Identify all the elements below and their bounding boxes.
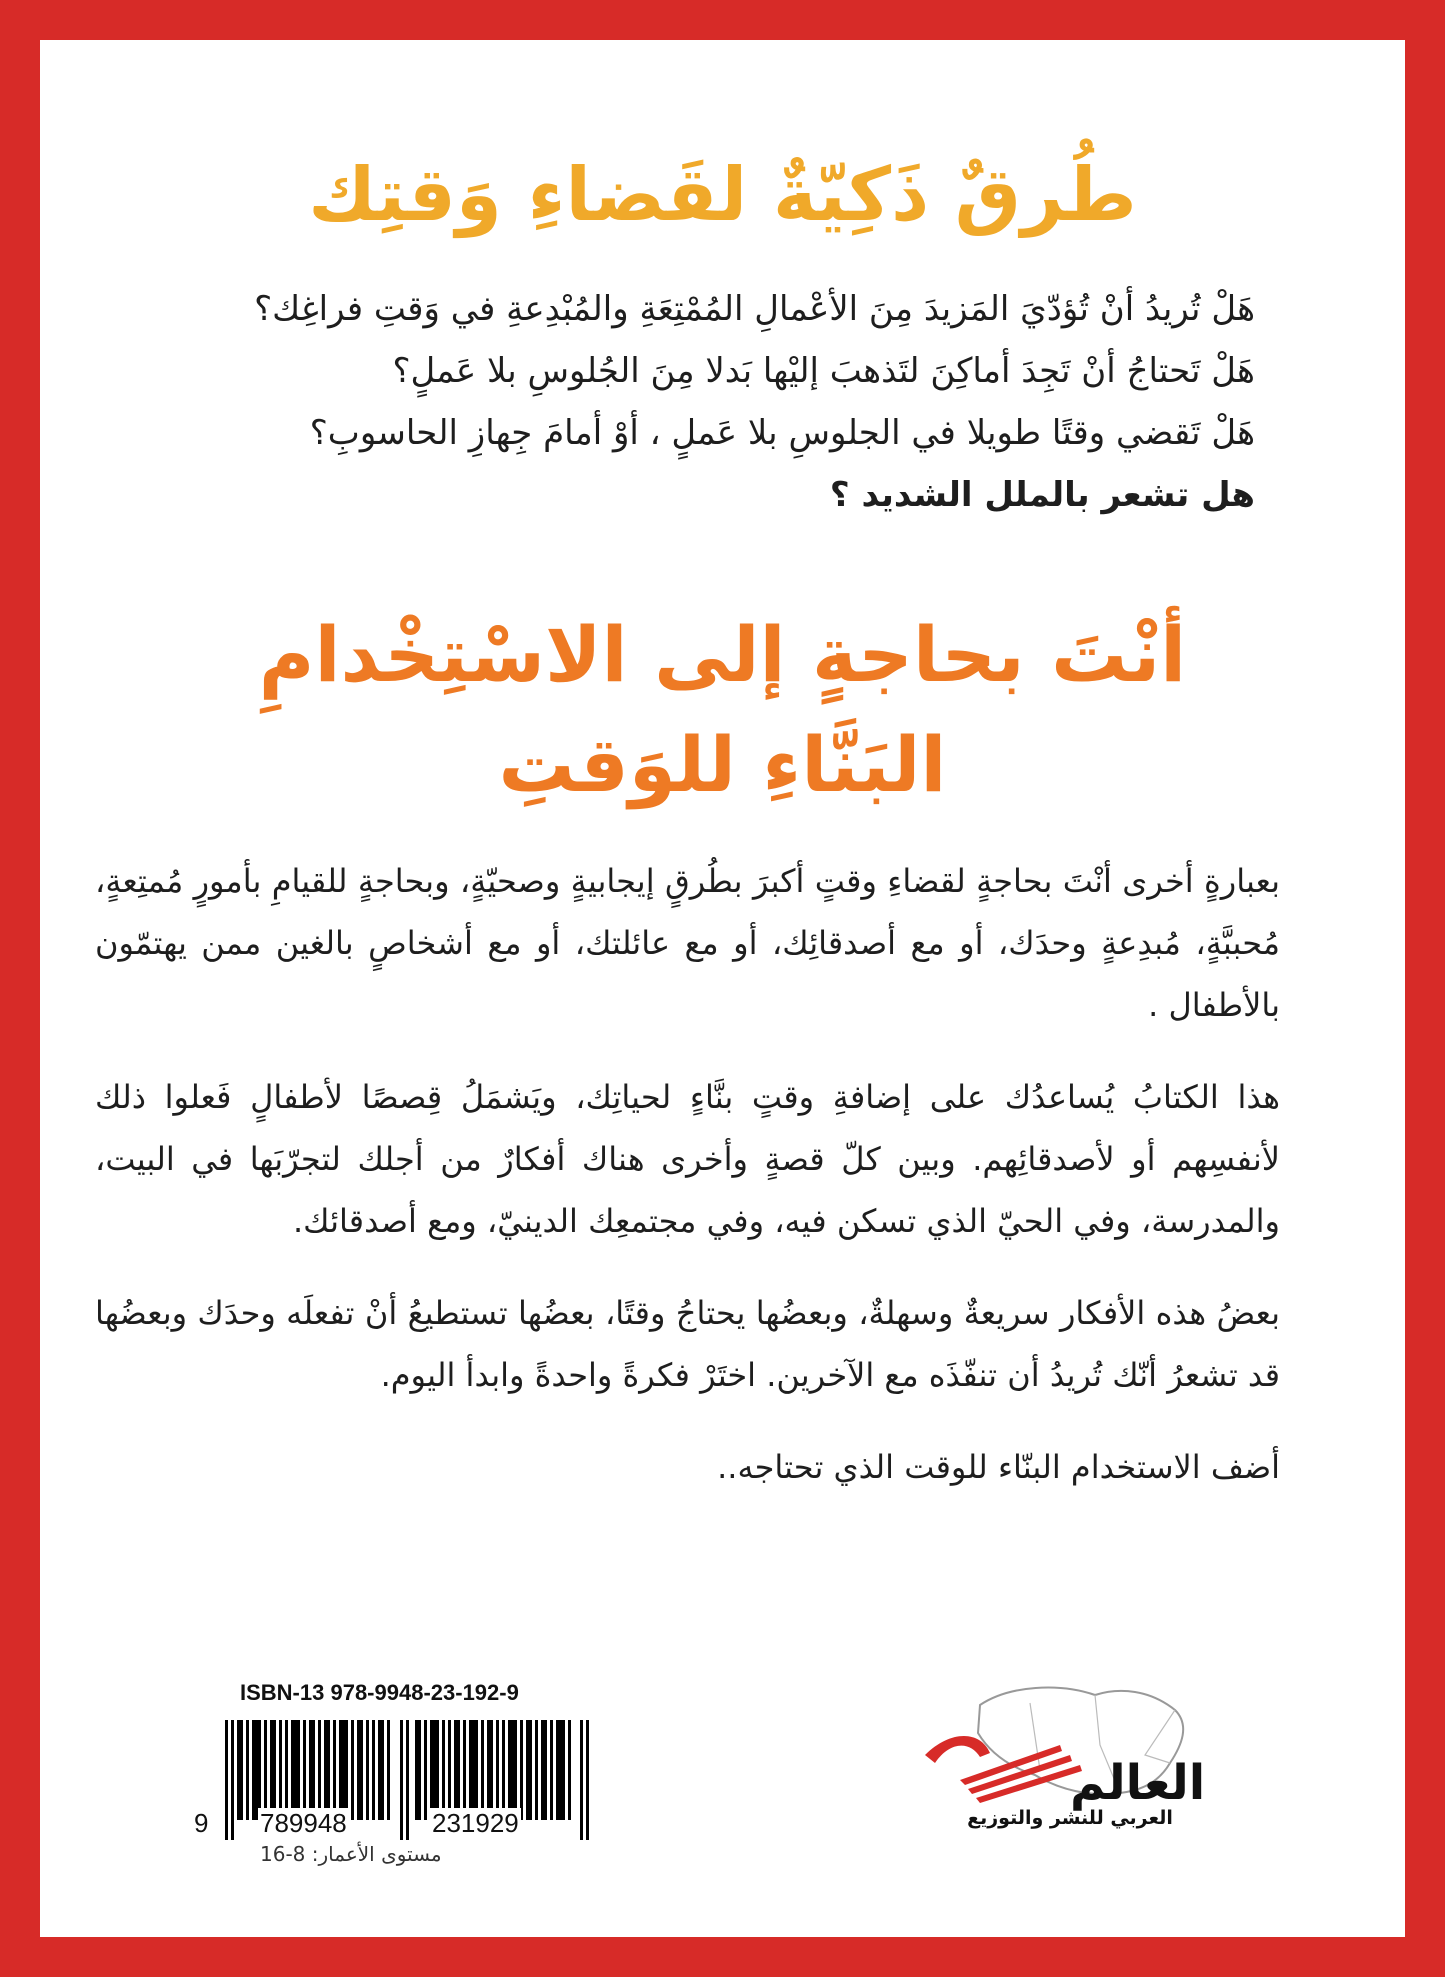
questions-block [100, 278, 1255, 526]
barcode-digits-right: 231929 [432, 1808, 519, 1838]
paragraph: بعضُ هذه الأفكار سريعةٌ وسهلةٌ، وبعضُها يحتاجُ وقتًا، بعضُها تستطيعُ أنْ تفعلَه وحدَك وبعضُها قد تشعرُ أنّك تُريدُ أن تنفّذَه مع الآخرين. اختَرْ فكرةً واحدةً وابدأ اليوم. [95, 1294, 1280, 1394]
question-line: هَلْ تُريدُ أنْ تُؤدّيَ المَزيدَ مِنَ الأعْمالِ المُمْتِعَةِ والمُبْدِعةِ في وَقتِ فراغِك؟ [254, 289, 1255, 329]
paragraph: بعبارةٍ أخرى أنْتَ بحاجةٍ لقضاءِ وقتٍ أكبرَ بطُرقٍ إيجابيةٍ وصحيّةٍ، وبحاجةٍ للقيامِ بأمورٍ مُمتِعةٍ، مُحببَّةٍ، مُبدِعةٍ وحدَك، أو مع أصدقائِك، أو مع عائلتك، أو مع أشخاصٍ بالغين ممن يهتمّون بالأطفال . [95, 862, 1280, 1024]
middle-title [40, 600, 1405, 820]
question-line: هَلْ تَقضي وقتًا طويلا في الجلوسِ بلا عَملٍ ، أوْ أمامَ جِهازِ الحاسوبِ؟ [309, 413, 1255, 453]
publisher-name: العالم [1070, 1755, 1206, 1811]
body-text [95, 850, 1280, 1528]
middle-title-line2: البَنَّاءِ للوَقتِ [498, 720, 947, 809]
isbn-label: ISBN-13 978-9948-23-192-9 [240, 1680, 519, 1705]
publisher-logo [920, 1675, 1240, 1875]
middle-title-line1: أنْتَ بحاجةٍ إلى الاسْتِخْدامِ [258, 610, 1187, 699]
question-line: هَلْ تَحتاجُ أنْ تَجِدَ أماكِنَ لتَذهبَ إليْها بَدلا مِنَ الجُلوسِ بلا عَملٍ؟ [392, 351, 1255, 391]
paragraph: هذا الكتابُ يُساعدُك على إضافةِ وقتٍ بنَّاءٍ لحياتِك، ويَشمَلُ قِصصًا لأطفالٍ فَعلوا ذلك لأنفسِهم أو لأصدقائِهم. وبين كلّ قصةٍ وأخرى هناك أفكارٌ من أجلك لتجرّبَها في البيت، والمدرسة، وفي الحيّ الذي تسكن فيه، وفي مجتمعِك الدينيّ، ومع أصدقائك. [95, 1078, 1280, 1240]
barcode-digit-first: 9 [194, 1808, 209, 1838]
age-level: مستوى الأعمار: 8-16 [260, 1842, 442, 1866]
barcode-digits-left: 789948 [260, 1808, 347, 1838]
back-cover [40, 40, 1405, 1937]
top-title: طُرقٌ ذَكِيّةٌ لقَضاءِ وَقتِك [308, 152, 1137, 238]
publisher-tagline: العربي للنشر والتوزيع [967, 1807, 1173, 1829]
question-bold: هل تشعر بالملل الشديد ؟ [829, 475, 1255, 515]
closing-line: أضف الاستخدام البنّاء للوقت الذي تحتاجه.. [717, 1448, 1280, 1486]
